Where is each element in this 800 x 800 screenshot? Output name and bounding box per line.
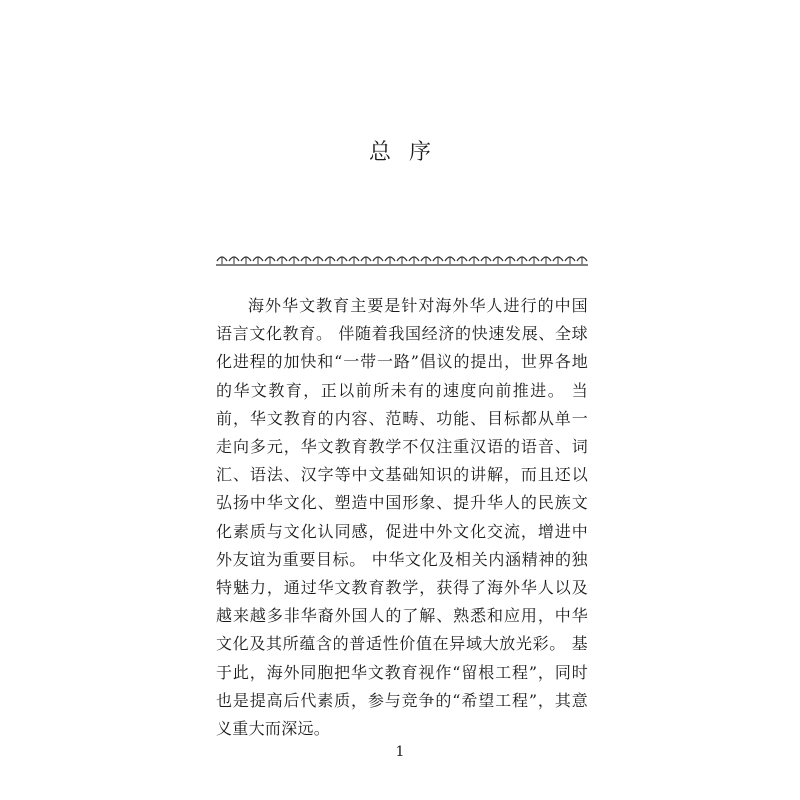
page-title: 总序 bbox=[368, 140, 449, 165]
preface-paragraph: 海外华文教育主要是针对海外华人进行的中国语言文化教育。 伴随着我国经济的快速发展、全球化进程的加快和“一带一路”倡议的提出，世界各地的华文教育，正以前所未有的速度向前推进。 当前，华文教育的内容、范畴、功能、目标都从单一走向多元，华文教育教学不仅注重汉语的语音、词汇、语法、汉字等中文基础知识的讲解，而且还以弘扬中华文化、塑造中国形象、提升华人的民族文化素质与文化认同感，促进中外文化交流，增进中外友谊为重要目标。 中华文化及相关内涵精神的独特魅力，通过华文教育教学，获得了海外华人以及越来越多非华裔外国人的了解、熟悉和应用，中华文化及其所蕴含的普适性价值在异域大放光彩。 基于此，海外同胞把华文教育视作“留根工程”，同时也是提高后代素质，参与竞争的“希望工程”，其意义重大而深远。 bbox=[216, 296, 588, 739]
page-number: 1 bbox=[395, 744, 405, 760]
scalloped-border-icon bbox=[216, 252, 588, 270]
